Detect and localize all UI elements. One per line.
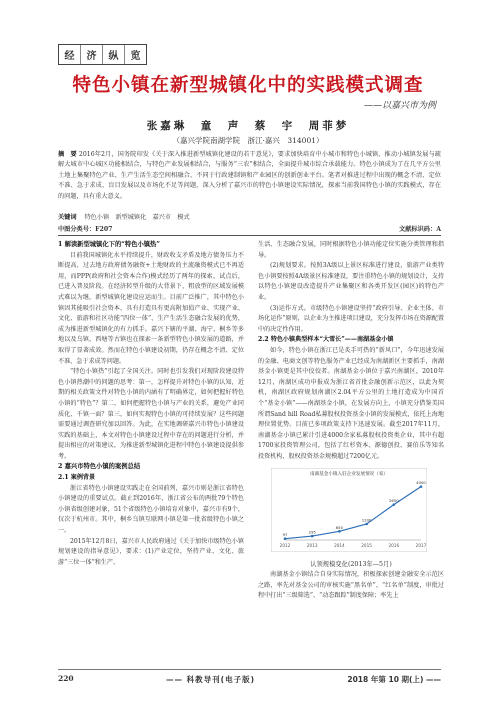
x-tick-label: 2015 (361, 543, 372, 548)
subsection-heading: 2.2 特色小镇典型样本“大雪长”——南湖基金小镇 (258, 336, 394, 344)
left-column (58, 240, 244, 568)
column-badge-char: 览 (130, 51, 141, 62)
footer-divider (58, 669, 441, 670)
data-point (393, 503, 396, 506)
paragraph: 生活、生态融合发展，同时根据特色小镇功能定位实施分类管理和指导。 (258, 241, 444, 259)
data-label: 650 (335, 524, 344, 530)
subsection-heading: 2.1 案例背景 (58, 474, 96, 482)
right-column-bottom (258, 570, 444, 602)
keywords (58, 212, 190, 221)
enterprise-growth-chart (271, 468, 427, 552)
data-point (284, 537, 287, 540)
clc-code: 中图分类号：F207 (58, 226, 113, 233)
journal-name: —— 科教导刊(电子版) (166, 675, 255, 684)
affiliation: （嘉兴学院南湖学院 浙江·嘉兴 314001） (172, 136, 324, 145)
column-badge-char: 纵 (103, 45, 125, 64)
abstract (58, 150, 441, 202)
paragraph: (2)规划要求。按照3A级以上景区标准进行建设，旅游产业类特色小镇要按照4A级景区标准建设，要注重特色小镇的规划设计，支持以特色小镇建设改造提升产业集聚区和各类开发区(园区)的特色产业。 (258, 262, 444, 301)
paragraph: 2015年12月8日，嘉兴市人民政府通过《关于加快市级特色小镇规划建设的指导意见》，要求：(1)产业定位，坚持产业、文化、旅游“三位一体”和生产、 (58, 537, 244, 566)
data-label: 97 (282, 532, 288, 538)
keywords-text: 特色小镇 新型城镇化 嘉兴市 模式 (84, 214, 190, 221)
page-number: 220 (58, 674, 74, 683)
chart-frame (271, 468, 427, 552)
journal-issue: 2018 年第 10 期(上) —— (347, 675, 441, 684)
paragraph: 目前我国城镇化水平持续提升，财政收支矛盾及地方债务压力不断提高，过去地方政府债务融资+土地财政的主流融资模式已不再适用，而PPP(政府和社会资本合作)模式经历了两年的探索、试点后，已进入普及阶段。在经济转型升级的大背景下，粗放型的区域发展模式难以为继，新型城镇化建设应运而生。目前广泛推广，其中特色小镇因其能吸引社会资本、具有打造具有更高附加值产业、实现产业、文化、旅游和社区功能“四位一体”、生产生活生态融合发展的优势，成为推进新型城镇化的有力抓手。嘉兴下辖的平湖、海宁、桐乡等多地以及乌镇、西塘等古镇也在探索一条新型特色小镇发展的道路，并取得了显著成效。然而在特色小镇建设初期，仍存在概念不清、定位不准、急于求成等问题。 (58, 251, 244, 365)
section-heading: 1 解读新型城镇化下的“特色小镇热” (58, 241, 160, 248)
footer (58, 674, 441, 685)
right-column (258, 240, 444, 462)
divider (58, 235, 441, 236)
chart-title: 南湖基金小镇入驻企业发展情况（家） (309, 472, 389, 477)
doc-code: 文献标识码：A (399, 226, 441, 233)
paragraph: 如今，特色小镇在浙江已是炙手可热的“新风口”，今年迅速发展的金融、电商文创等特色服务产业已经成为南湖新区主要抓手，南湖基金小镇更是其中佼佼者。南湖基金小镇位于嘉兴南湖区，2010年12月，南湖区成功申报成为浙江省首批金融创新示范区，以此为契机，南湖区政府规划南湖区2.04平方公里的土地打造成为中国首个“基金小镇”——南湖基金小镇，在发展方向上，小镇充分借鉴美国所谓Sand hill Road私募股权投资基金小镇的发展模式，依托上海地理位置优势。目前已多项政策支持下迅速发展。截至2017年11月，南湖基金小镇已累计引进4000余家私募股权投资类企业，其中有超1700家投资管理公司，包括了红杉资本、源德创投、赛伯乐等知名投资机构，股权投资基金规模超过7200亿元。 (258, 346, 444, 460)
column-badge (58, 44, 147, 65)
keywords-label: 关键词 (58, 214, 77, 221)
classification-line (58, 224, 441, 233)
column-badge-char: 经 (59, 45, 81, 64)
paragraph: “特色小镇热”引起了全国关注。同时也引发我们对现阶段建设特色小镇热潮中的问题的思考：第一，怎样提升对特色小镇的认知，近期的相关政策文件对特色小镇的内涵有了明确界定，如何把握好特色小镇的“特色”？第二，如何把握特色小镇与产业的关系，避免产业同质化、千镇一面？第三，如何实现特色小镇的可持续发展？这些问题需要通过调查研究加以回答。为此，在实地调研嘉兴市特色小镇建设实践的基础上，本文对特色小镇建设过程中存在的问题进行分析，并提出相应的对策建议，为推进新型城镇化进程中特色小镇建设提供参考。 (58, 368, 244, 460)
data-label: 2650 (388, 498, 399, 504)
paragraph: 南湖基金小镇结合自身实际情况，积极探索创建金融安全示范区之路，率先对基金公司的审核实施“黑名单”、“红名单”制度，审批过程中打出“三级筛选”、“动态跟踪”制度保障；率先上 (258, 571, 444, 600)
authors: 张嘉琳 童 声 蔡 宇 周菲梦 (146, 120, 350, 132)
abstract-label: 摘 要 (58, 151, 77, 158)
x-tick-label: 2012 (279, 543, 291, 548)
paragraph: 浙江省特色小镇建设实践走在全国前列，嘉兴市则是浙江省特色小镇建设的重要试点。截止到2016年，浙江省公布的两批79个特色小镇省级创建对象，51个省级特色小镇培育对象中，嘉兴市有9个，仅次于杭州市。其中，桐乡乌镇互联网小镇是第一批省级特色小镇之一。 (58, 484, 244, 535)
data-point (338, 530, 341, 533)
column-badge-char: 济 (81, 45, 103, 64)
chart-caption: 认领规模变化(2013年—5月) (310, 561, 392, 568)
abstract-text: 2016年2月，国务院印发《关于深入推进新型城镇化建设的若干意见》，要求加快培育中小城市和特色小城镇，推动小城镇发展与疏解大城市中心城区功能相结合，与特色产业发展相结合，与服务“三农”相结合，全面提升城市综合承载能力。特色小镇成为了在几平方公里土地上集聚特色产业、生产生活生态空间相融合、不同于行政建制镇和产业园区的创新创业平台。笔者对推进过程中出现的概念不清、定位不准、急于求成、盲目发展以及市场化不足等问题，深入分析了嘉兴市的特色小镇建设实际情况，探索当前我国特色小镇的实践模式，存在的问题，具有重大意义。 (58, 151, 441, 200)
paragraph: (3)运作方式。市级特色小镇建设坚持“政府引导、企业主体、市场化运作”原则，以企业为主推进项目建设，充分发挥市场在资源配置中的决定性作用。 (258, 304, 444, 333)
article-subtitle: ——以嘉兴市为例 (363, 101, 436, 111)
x-tick-label: 2017 (415, 543, 427, 548)
section-heading: 2 嘉兴市特色小镇的案例总结 (58, 463, 141, 471)
data-point (311, 535, 314, 538)
x-tick-label: 2013 (306, 543, 318, 548)
data-label: 4000 (416, 480, 426, 486)
x-tick-label: 2016 (388, 543, 400, 548)
data-point (420, 485, 423, 488)
data-label: 1200 (361, 517, 372, 523)
article-title: 特色小镇在新型城镇化中的实践模式调查 (72, 75, 424, 96)
data-label: 295 (308, 529, 316, 535)
data-point (365, 523, 368, 526)
x-tick-label: 2014 (334, 543, 345, 548)
